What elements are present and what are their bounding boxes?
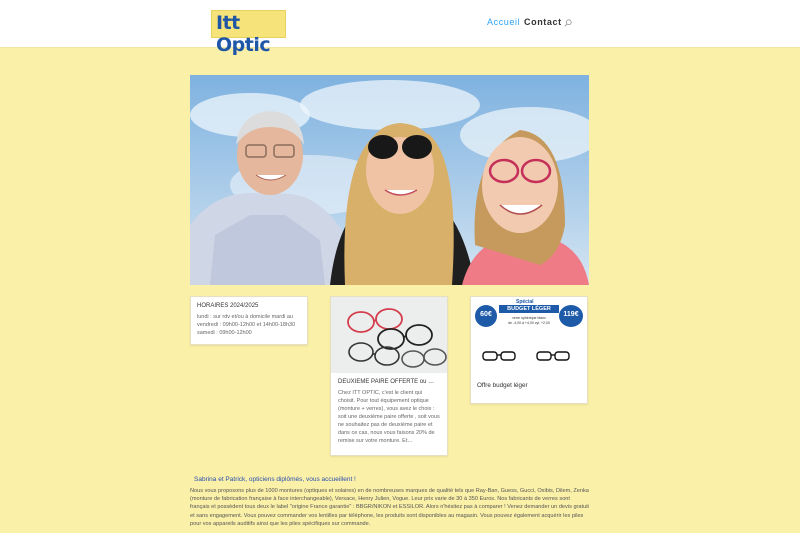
- budget-title[interactable]: Offre budget léger: [477, 382, 528, 389]
- welcome-heading: Sabrina et Patrick, opticiens diplômés, vous accueillent !: [194, 476, 356, 483]
- hours-card[interactable]: [190, 296, 308, 345]
- hours-title[interactable]: HORAIRES 2024/2025: [197, 303, 259, 309]
- glasses-photo[interactable]: [331, 297, 447, 373]
- nav-link-home[interactable]: Accueil: [487, 17, 521, 27]
- promo-line-1: verre sphérique blanc: [512, 316, 546, 320]
- promo-headline: BUDGET LÉGER: [499, 305, 559, 313]
- second-pair-card[interactable]: [330, 296, 448, 456]
- logo-text: Itt Optic: [216, 12, 271, 56]
- description-paragraph: Nous vous proposons plus de 1000 montures (optiques et solaires) en de nombreuses marques de qualité tels que Ray-Ban, Guess, Gucci, Oxibis, Dilem, Zenka (monture de fabrication française à face interchangeable), Versace, Henry Julien, Vogue. Leur prix varie de 30 à 350 Euros. Nos fabricants de verres sont français et possèdent tous deux le label "origine France garantie" : BBGR/NIKON et ESSILOR. Alors n'hésitez pas à comparer ! Venez demander un devis gratuit et sans engagement. Vous pouvez commander vos lentilles par téléphone, les produits sont disponibles au magasin. Vous pouvez également acquérir les piles pour vos appareils auditifs ainsi que les piles spécifiques sur commande.: [190, 488, 589, 527]
- search-icon[interactable]: [564, 19, 572, 27]
- price-left-badge: [475, 305, 497, 327]
- second-pair-text: Chez ITT OPTIC, c'est le client qui choisit. Pour tout équipement optique (monture + verres), vous avez le choix : soit une deuxième paire offerte , soit vous ne souhaitez pas de deuxième paire et dans ce cas, nous vous faisons 20% de remise sur votre monture. Et…: [338, 390, 440, 444]
- hours-text: lundi : sur rdv et/ou à domicile mardi au vendredi : 09h00-12h00 et 14h00-18h30 samedi : 09h00-12h00: [197, 314, 296, 336]
- nav-link-contact[interactable]: Contact: [524, 17, 562, 27]
- price-right: 119€: [563, 311, 579, 318]
- price-left: 60€: [480, 311, 492, 318]
- promo-line-2: de -4,00 à +4,00 cyl. +2,00: [508, 321, 550, 325]
- site-header: [0, 0, 800, 56]
- hero-photo: [190, 75, 589, 285]
- price-right-badge: [559, 305, 583, 327]
- site-logo[interactable]: [211, 10, 286, 56]
- budget-card[interactable]: [470, 296, 588, 404]
- second-pair-title[interactable]: DEUXIEME PAIRE OFFERTE ou …: [338, 379, 435, 385]
- budget-promo-image[interactable]: [471, 297, 587, 377]
- promo-badge-top: Spécial: [516, 299, 534, 305]
